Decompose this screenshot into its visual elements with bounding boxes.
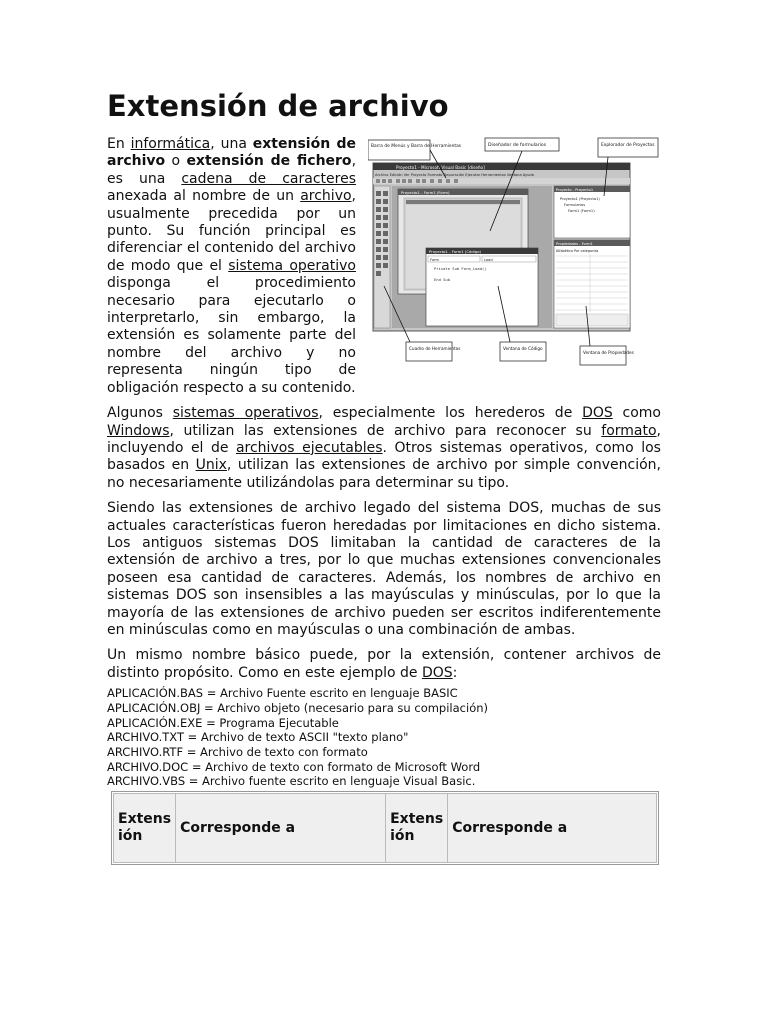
link-informatica[interactable]: informática	[130, 136, 211, 152]
link-sistema-operativo[interactable]: sistema operativo	[228, 257, 356, 274]
example-line: ARCHIVO.RTF = Archivo de texto con formato	[107, 745, 368, 759]
example-line: ARCHIVO.TXT = Archivo de texto ASCII "texto plano"	[107, 730, 409, 745]
extension-table	[113, 793, 657, 863]
example-line: ARCHIVO.DOC = Archivo de texto con formato de Microsoft Word	[107, 759, 481, 774]
dos-legacy-paragraph: Siendo las extensiones de archivo legado del sistema DOS, muchas de sus actuales características fueron heredadas por limitaciones en dicho sistema. Los antiguos sistemas DOS limitaban la cantidad de caracteres de la extensión de archivo a tres, por lo que muchas extensiones convencionales poseen esa cantidad de caracteres. Además, los nombres de archivo en sistemas DOS son insensibles a las mayúsculas y minúsculas, por lo que la mayoría de las extensiones de archivo pueden ser escritos indiferentemente en minúsculas como en mayúsculas o una combinación de ambas.	[107, 500, 661, 638]
example-line: ARCHIVO.VBS = Archivo fuente escrito en lenguaje Visual Basic.	[107, 774, 476, 789]
callout-props: Ventana de Propiedades	[583, 350, 634, 355]
props-title: Propiedades - Form1	[556, 242, 593, 246]
code-window-title: Proyecto1 - Form1 (Código)	[429, 249, 482, 254]
col-header-corresponde: Corresponde a	[448, 794, 657, 863]
code-event-combo: Load	[484, 258, 493, 262]
form-window-title: Proyecto1 - Form1 (Form)	[401, 190, 450, 195]
project-title: Proyecto - Proyecto1	[556, 188, 594, 192]
example-intro-paragraph: Un mismo nombre básico puede, por la extensión, contener archivos de distinto propósito. Como en este ejemplo de DOS:	[107, 647, 661, 681]
props-tabs: Alfabética Por categorías	[556, 249, 599, 253]
ide-menubar: Archivo Edición Ver Proyecto Formato Depuración Ejecutar Herramientas Ventana Ayuda	[375, 173, 534, 177]
link-dos-example[interactable]: DOS	[421, 664, 453, 681]
callout-code: Ventana de Código	[503, 346, 543, 351]
vb-ide-figure-svg	[368, 136, 661, 367]
callout-menus: Barra de Menús y Barra de Herramientas	[371, 144, 462, 149]
callout-form: Diseñador de formularios	[488, 143, 547, 148]
example-line: APLICACIÓN.OBJ = Archivo objeto (necesario para su compilación)	[107, 700, 488, 715]
link-archivo[interactable]: archivo	[300, 188, 352, 205]
example-line: APLICACIÓN.EXE = Programa Ejecutable	[107, 715, 339, 730]
col-header-extension: Extens ión	[386, 794, 448, 863]
link-dos[interactable]: DOS	[582, 405, 613, 422]
project-node: Formularios	[564, 203, 586, 207]
link-cadena-caracteres[interactable]: cadena de caracteres	[181, 170, 356, 187]
project-node: Form1 (Form1)	[568, 209, 595, 213]
vb-ide-screenshot	[368, 136, 661, 367]
link-archivos-ejecutables[interactable]: archivos ejecutables	[235, 439, 383, 456]
intro-paragraph: En informática, una extensión de archivo o extensión de fichero, es una cadena de caracteres anexada al nombre de un archivo, usualmente precedida por un punto. Su función principal es diferenciar el contenido del archivo de modo que el sistema operativo disponga el procedimiento necesario para ejecutarlo o interpretarlo, sin embargo, la extensión es solamente parte del nombre del archivo y no representa ningún tipo de obligación respecto a su contenido.	[107, 136, 357, 396]
term-extension-fichero: extensión de fichero	[186, 153, 352, 170]
example-line: APLICACIÓN.BAS = Archivo Fuente escrito en lenguaje BASIC	[107, 686, 458, 701]
callout-explorer: Explorador de Proyectos	[601, 143, 655, 148]
link-formato[interactable]: formato	[601, 422, 657, 439]
code-line: Private Sub Form_Load()	[434, 266, 487, 271]
code-line: End Sub	[434, 277, 451, 282]
term-extension-archivo: extensión de archivo	[107, 136, 356, 170]
project-node: Proyecto1 (Proyecto1)	[560, 197, 600, 201]
extension-examples	[107, 686, 661, 789]
callout-toolbox: Cuadro de Herramientas	[409, 346, 461, 351]
ide-window-title: Proyecto1 - Microsoft Visual Basic [diseño]	[396, 165, 485, 170]
link-sistemas-operativos[interactable]: sistemas operativos	[172, 405, 319, 422]
os-paragraph: Algunos sistemas operativos, especialmente los herederos de DOS como Windows, utilizan las extensiones de archivo para reconocer su formato, incluyendo el de archivos ejecutables. Otros sistemas operativos, como los basados en Unix, utilizan las extensiones de archivo por simple convención, no necesariamente utilizándolas para determinar su tipo.	[107, 405, 661, 491]
col-header-corresponde: Corresponde a	[176, 794, 386, 863]
col-header-extension: Extens ión	[114, 794, 176, 863]
code-object-combo: Form	[430, 258, 440, 262]
article	[107, 88, 661, 869]
table-header-row	[114, 794, 657, 863]
page-title: Extensión de archivo	[107, 89, 449, 123]
link-windows[interactable]: Windows	[107, 422, 170, 439]
extension-table-frame	[111, 791, 659, 865]
link-unix[interactable]: Unix	[195, 457, 227, 474]
